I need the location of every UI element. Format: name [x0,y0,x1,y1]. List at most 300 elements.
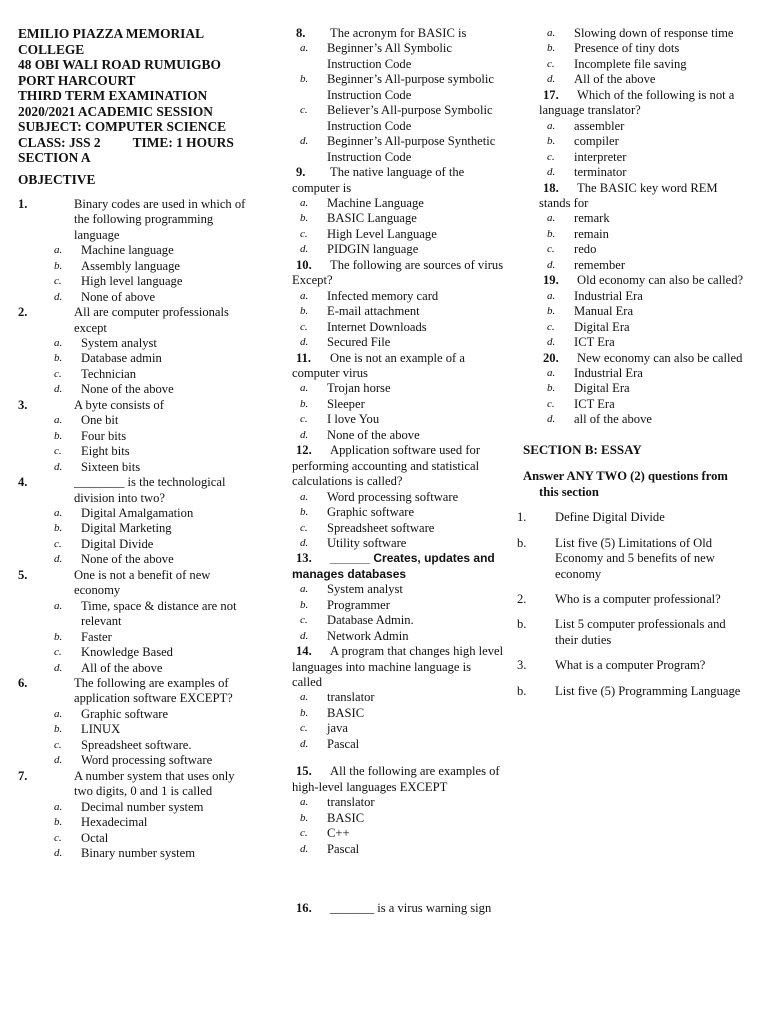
option-text: Digital Era [574,381,630,396]
option-letter: a. [54,337,63,350]
option-text: Beginner’s All-purpose Synthetic Instruction Code [327,134,496,164]
answer-option [539,227,749,242]
answer-option [539,366,749,381]
option-text: all of the above [574,412,652,427]
option-letter: d. [300,135,309,148]
option-letter: b. [547,42,556,55]
answer-option [292,289,504,304]
answer-option [539,26,749,41]
question-number: 4. [18,475,28,490]
option-text: Internet Downloads [327,319,427,334]
answer-option [292,428,504,443]
option-text: Binary number system [81,845,196,860]
question-list [539,88,749,428]
option-text: Faster [81,629,112,644]
option-letter: b. [300,811,309,824]
option-text: Technician [81,366,137,381]
answer-option [18,661,250,676]
option-letter: b. [300,73,309,86]
option-letter: a. [54,244,63,257]
answer-option [292,412,504,427]
header-line: SUBJECT: COMPUTER SCIENCE [18,119,227,134]
question-text: The acronym for BASIC is [330,26,467,40]
answer-option [292,196,504,211]
option-text: High level language [81,274,183,289]
answer-option [18,846,250,861]
option-text: Database Admin. [327,613,414,628]
question-stem [292,258,504,289]
option-letter: d. [54,290,63,303]
question-number: 7. [18,768,28,783]
option-text: Sleeper [327,396,365,411]
option-letter: a. [547,212,556,225]
answer-option [18,274,250,289]
question-list [292,26,504,857]
option-letter: c. [54,738,62,751]
question-text: _______ is a virus warning sign [330,901,492,916]
option-text: terminator [574,165,627,180]
option-text: Time, space & distance are not relevant [81,598,237,629]
answer-option [292,227,504,242]
question-stem [18,676,250,707]
option-letter: a. [300,42,309,55]
answer-option [539,258,749,273]
question-number: 12. [296,443,312,458]
question-text: ________ is the technological division into two? [74,475,226,505]
option-text: ICT Era [574,396,615,411]
answer-option [292,304,504,319]
question-text: ______ Creates, updates and manages databases [292,551,495,581]
option-text: Network Admin [327,628,409,643]
question-number: 14. [296,644,312,659]
option-letter: d. [300,536,309,549]
answer-option [539,119,749,134]
column-3 [517,26,749,709]
header-line: EMILIO PIAZZA MEMORIAL [18,26,204,41]
answer-option [292,826,504,841]
essay-number: 1. [517,510,527,525]
option-letter: c. [300,827,308,840]
option-letter: a. [300,583,309,596]
question-stem [292,644,504,690]
question-text: All the following are examples of high-level languages EXCEPT [292,764,500,794]
option-text: java [327,721,348,736]
essay-text: Define Digital Divide [555,510,665,525]
answer-option [292,613,504,628]
question-number: 13. [296,551,312,566]
question-number: 3. [18,397,28,412]
option-letter: a. [547,289,556,302]
answer-option [292,505,504,520]
option-letter: c. [547,397,555,410]
objective-heading: OBJECTIVE [18,171,96,187]
essay-number: 3. [517,658,527,673]
question-number: 2. [18,305,28,320]
school-header [18,26,250,166]
option-text: Utility software [327,535,407,550]
answer-option [539,165,749,180]
answer-option [539,72,749,87]
question-stem [18,196,250,243]
option-letter: b. [300,598,309,611]
option-letter: b. [547,227,556,240]
answer-option [539,304,749,319]
answer-option [292,41,504,72]
option-text: None of the above [327,427,420,442]
option-text: Manual Era [574,304,634,319]
option-text: Spreadsheet software. [81,737,192,752]
header-line: PORT HARCOURT [18,72,136,88]
option-letter: d. [54,460,63,473]
answer-option [292,795,504,810]
answer-option [539,134,749,149]
question-stem [292,901,504,916]
option-letter: c. [300,614,308,627]
option-text: System analyst [327,582,403,597]
answer-option [18,429,250,444]
option-text: Programmer [327,597,390,612]
answer-option [292,706,504,721]
question-number: 18. [543,180,559,195]
option-letter: c. [54,275,62,288]
column-1 [18,26,250,861]
option-text: Slowing down of response time [574,26,734,40]
option-letter: d. [54,754,63,767]
option-letter: b. [54,352,63,365]
option-letter: b. [300,506,309,519]
header-line: THIRD TERM EXAMINATION [18,88,208,103]
answer-option [539,150,749,165]
answer-option [18,367,250,382]
answer-option [292,134,504,165]
answer-option [18,351,250,366]
question-text: The native language of the computer is [292,165,465,195]
question-number: 20. [543,350,559,365]
question-text: A number system that uses only two digits, 0 and 1 is called [74,768,235,799]
question-number: 9. [296,165,306,180]
question-stem [539,181,749,212]
answer-option [539,289,749,304]
option-text: Graphic software [327,505,415,520]
option-text: ICT Era [574,335,615,350]
option-text: Digital Era [574,319,630,334]
section-a-heading: SECTION A [18,150,91,165]
option-letter: d. [300,243,309,256]
option-text: Believer’s All-purpose Symbolic Instruction Code [327,103,493,133]
option-text: Pascal [327,841,360,856]
question-text: Old economy can also be called? [577,273,744,288]
option-letter: b. [547,382,556,395]
option-letter: c. [54,367,62,380]
answer-option [539,242,749,257]
question-number: 1. [18,196,28,211]
answer-option [292,582,504,597]
option-letter: a. [300,691,309,704]
option-text: compiler [574,134,619,149]
option-letter: d. [54,846,63,859]
option-letter: b. [300,706,309,719]
header-line: 48 OBI WALI ROAD RUMUIGBO [18,57,221,72]
option-text: Four bits [81,428,127,443]
option-letter: c. [54,646,62,659]
option-text: Sixteen bits [81,459,141,474]
option-text: Industrial Era [574,288,643,303]
answer-option [18,336,250,351]
answer-option [292,397,504,412]
option-text: redo [574,242,597,257]
answer-option [539,41,749,56]
option-text: Database admin [81,351,162,366]
question-text: The BASIC key word REM stands for [539,180,718,210]
section-b-instruction: Answer ANY TWO (2) questions from this section [523,469,728,499]
option-letter: d. [547,166,556,179]
option-letter: a. [547,27,556,39]
option-letter: c. [547,57,555,70]
option-letter: b. [54,723,63,736]
option-letter: d. [547,336,556,349]
essay-question [517,535,749,582]
option-text: Digital Divide [81,536,154,551]
option-text: translator [327,690,375,705]
option-letter: c. [300,320,308,333]
option-letter: d. [54,661,63,674]
answer-option [292,690,504,705]
option-letter: a. [300,196,309,209]
question-number: 17. [543,87,559,102]
section-b [517,441,749,699]
option-letter: a. [300,382,309,395]
option-text: System analyst [81,336,157,351]
question-number: 19. [543,273,559,288]
option-text: Knowledge Based [81,645,173,660]
essay-list [517,510,749,699]
answer-option [539,412,749,427]
question-text: A program that changes high level languages into machine language is called [292,644,504,690]
question-stem [18,397,250,413]
answer-option [18,831,250,846]
option-text: Graphic software [81,706,169,721]
question-stem [292,351,504,382]
answer-option [292,211,504,226]
option-text: E-mail attachment [327,304,420,319]
option-text: remain [574,226,609,241]
option-letter: b. [54,816,63,829]
option-letter: b. [300,305,309,318]
answer-option [292,536,504,551]
option-letter: c. [300,722,308,735]
option-text: Beginner’s All Symbolic Instruction Code [327,41,453,71]
answer-option [18,290,250,305]
answer-option [292,842,504,857]
question-number: 16. [296,901,312,916]
answer-option [292,320,504,335]
option-text: Word processing software [81,753,213,768]
question-number: 10. [296,257,312,272]
option-text: remark [574,211,610,226]
option-text: Eight bits [81,444,130,459]
answer-option [18,738,250,753]
option-letter: c. [300,227,308,240]
essay-number: 2. [517,591,527,606]
option-text: Trojan horse [327,381,391,396]
option-letter: c. [547,243,555,256]
answer-option [539,397,749,412]
option-text: Machine Language [327,195,424,210]
option-text: Infected memory card [327,288,439,303]
answer-option [292,381,504,396]
answer-option [292,721,504,736]
answer-option [292,629,504,644]
option-letter: c. [300,413,308,426]
option-letter: c. [54,445,62,458]
option-text: BASIC Language [327,211,417,226]
option-letter: b. [54,259,63,272]
answer-option [18,707,250,722]
option-text: Machine language [81,243,174,258]
option-letter: d. [300,737,309,750]
option-text: All of the above [81,660,163,675]
option-text: translator [327,795,375,810]
question-stem [292,165,504,196]
answer-option [18,444,250,459]
question-number: 11. [296,350,312,365]
option-text: PIDGIN language [327,242,419,257]
option-text: BASIC [327,810,365,825]
answer-option [18,815,250,830]
option-letter: d. [300,842,309,855]
answer-option [292,811,504,826]
question-text: The following are examples of application software EXCEPT? [74,676,233,706]
option-text: Decimal number system [81,799,204,814]
option-letter: c. [300,521,308,534]
option-letter: a. [300,796,309,809]
option-letter: a. [54,507,63,520]
option-letter: b. [54,522,63,535]
option-letter: c. [300,104,308,117]
option-letter: d. [547,258,556,271]
essay-number: b. [517,535,527,550]
answer-option [18,382,250,397]
option-text: None of the above [81,382,174,397]
answer-option [18,630,250,645]
answer-option [292,598,504,613]
answer-option [292,103,504,134]
question-stem [18,567,250,599]
option-letter: c. [54,537,62,550]
essay-question [517,617,749,648]
class-time-line [18,135,250,151]
option-letter: b. [54,630,63,643]
question-text: The following are sources of virus Except? [292,257,504,288]
column-2 [292,26,504,916]
answer-option [292,490,504,505]
option-letter: a. [547,366,556,379]
option-text: Secured File [327,335,391,350]
question-text: Application software used for performing accounting and statistical calculations is called? [292,443,481,489]
option-letter: a. [54,800,63,813]
option-letter: a. [300,490,309,503]
question-stem [539,88,749,119]
option-letter: a. [54,707,63,720]
answer-option [18,800,250,815]
answer-option [18,460,250,475]
question-number: 5. [18,567,28,582]
option-text: Digital Amalgamation [81,506,194,521]
question-list [18,197,250,861]
option-text: All of the above [574,72,656,87]
question-number: 6. [18,676,28,690]
option-text: Assembly language [81,258,180,273]
essay-number: b. [517,683,527,698]
option-text: LINUX [81,722,121,737]
question-text: New economy can also be called [577,350,743,365]
header-line: COLLEGE [18,41,85,57]
class-label: CLASS: JSS 2 [18,134,101,150]
essay-question [517,658,749,673]
option-letter: c. [547,150,555,163]
question-stem [18,768,250,800]
option-letter: a. [54,414,63,427]
answer-option [292,242,504,257]
answer-option [18,753,250,768]
answer-option [18,599,250,630]
option-letter: a. [300,289,309,302]
option-letter: b. [547,135,556,148]
option-text: I love You [327,412,380,427]
section-b-title: SECTION B: ESSAY [523,441,642,457]
option-text: Digital Marketing [81,521,172,536]
option-letter: b. [54,429,63,442]
essay-text: List five (5) Limitations of Old Economy and 5 benefits of new economy [555,535,715,581]
answer-option [18,537,250,552]
essay-text: What is a computer Program? [555,658,706,673]
answer-option [292,521,504,536]
answer-option [539,57,749,72]
option-letter: a. [54,599,63,612]
option-text: High Level Language [327,226,437,241]
essay-text: List five (5) Programming Language [555,683,741,698]
question-number: 8. [296,26,306,40]
option-letter: a. [547,119,556,132]
answer-option [292,335,504,350]
option-text: Word processing software [327,489,459,504]
essay-number: b. [517,617,527,632]
essay-text: Who is a computer professional? [555,591,721,606]
option-letter: b. [300,397,309,410]
answer-option [292,72,504,103]
option-text: Spreadsheet software [327,520,435,535]
option-text: One bit [81,413,119,428]
essay-question [517,683,749,699]
essay-text: List 5 computer professionals and their duties [555,617,726,647]
answer-option [18,259,250,274]
option-text: Octal [81,830,109,845]
option-letter: c. [54,831,62,844]
answer-option [18,413,250,428]
option-text: Presence of tiny dots [574,41,680,56]
question-stem [539,273,749,288]
answer-option [18,506,250,521]
answer-option [539,211,749,226]
option-letter: b. [300,212,309,225]
option-letter: d. [300,428,309,441]
option-text: interpreter [574,149,627,164]
option-text: None of above [81,289,156,304]
option-text: Industrial Era [574,365,643,380]
header-line: 2020/2021 ACADEMIC SESSION [18,103,213,119]
answer-option [18,243,250,258]
option-letter: d. [54,553,63,566]
